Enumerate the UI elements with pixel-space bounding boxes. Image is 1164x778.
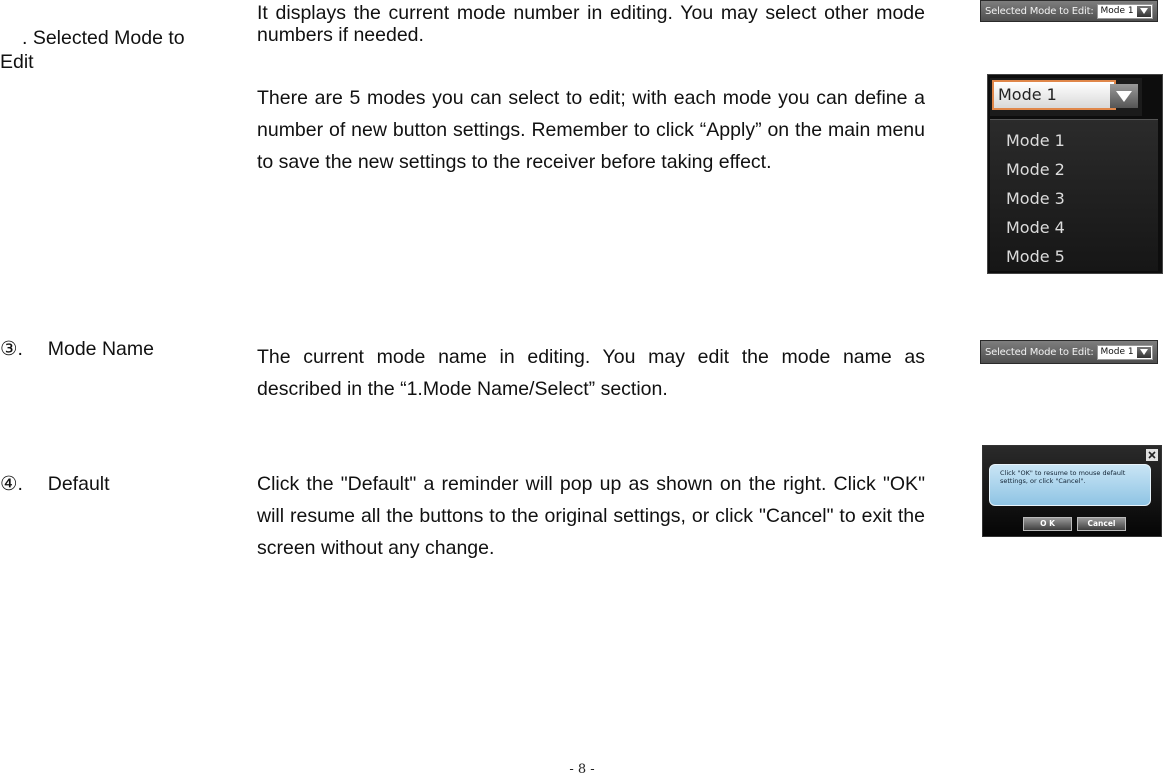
close-icon [1146,449,1158,461]
selected-mode-bar-screenshot: Selected Mode to Edit: Mode 1 [980,0,1158,22]
mode-select: Mode 1 [1097,4,1153,19]
ok-button: O K [1023,517,1072,531]
chevron-down-icon [1137,347,1151,358]
section-selected-mode-label: . Selected Mode to Edit [0,27,185,73]
mode-name-bar-screenshot: Selected Mode to Edit: Mode 1 [980,340,1158,364]
chevron-down-icon [1110,84,1138,108]
dropdown-option: Mode 1 [1006,131,1065,150]
mode-name-description: The current mode name in editing. You may edit the mode name as described in the “1.Mode Name/Select” section. [257,346,925,400]
dropdown-option: Mode 5 [1006,247,1065,266]
selected-mode-description: It displays the current mode number in editing. You may select other mode numbers if needed. [257,2,925,46]
cancel-button: Cancel [1077,517,1126,531]
page-number: - 8 - [569,762,595,777]
dialog-message: Click "OK" to resume to mouse default settings, or click "Cancel". [989,464,1151,506]
mode-dropdown-screenshot [987,74,1163,274]
default-description: Click the "Default" a reminder will pop up as shown on the right. Click "OK" will resume all the buttons to the original settings, or click "Cancel" to exit the screen without any change. [257,473,925,559]
mode-select: Mode 1 [1097,345,1153,360]
dropdown-option: Mode 4 [1006,218,1065,237]
section-mode-name-label: ③. Mode Name [0,338,154,360]
dropdown-selected-field: Mode 1 [992,80,1116,110]
dropdown-option: Mode 3 [1006,189,1065,208]
dropdown-option: Mode 2 [1006,160,1065,179]
section-default-label: ④. Default [0,473,110,495]
chevron-down-icon [1137,6,1151,17]
dropdown-header [990,78,1142,116]
default-dialog-screenshot [982,445,1162,537]
selected-mode-details: There are 5 modes you can select to edit; with each mode you can define a number of new button settings. Remember to click “Apply” on the main menu to save the new settings to the receiver before taking effect. [257,87,925,173]
dropdown-options-list [990,119,1158,271]
